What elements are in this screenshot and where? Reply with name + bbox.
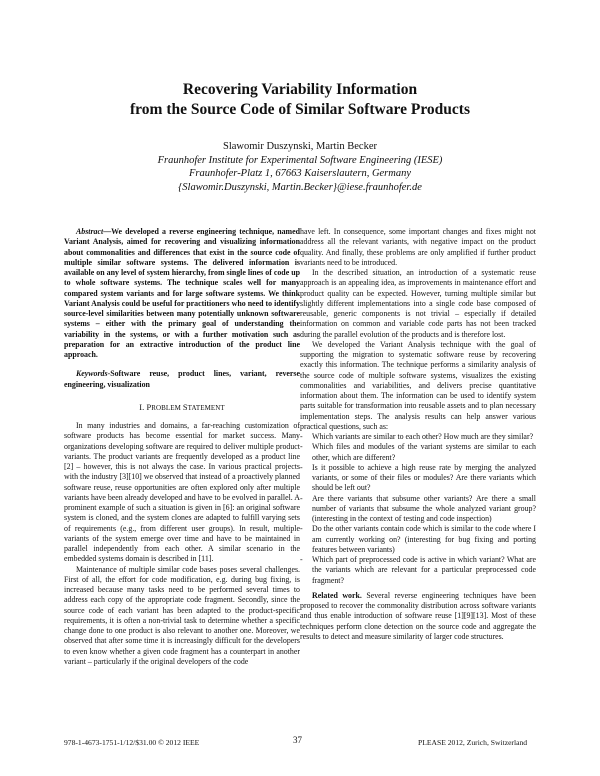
author-block — [0, 140, 600, 194]
list-item: - Which files and modules of the variant systems are similar to each other, which are different? — [300, 442, 536, 462]
abstract-label: Abstract — [76, 227, 104, 236]
title-line-2: from the Source Code of Similar Software Products — [130, 101, 470, 118]
paragraph-challenges: Maintenance of multiple similar code bases poses several challenges. First of all, the effort for code modification, e.g. during bug fixing, is increased because many tasks need to be performed several times to address each copy of the appropriate code fragment. Secondly, since the source code of each variant has been adapted to the product-specific requirements, it is often a non-trivial task to determine whether a specific change done to one product is also relevant to another one. Moreover, we observed that after some time it is increasingly difficult for the developers to even know whether a given code fragment has a counterpart in another variant – particularly if the original developers of the code — [64, 564, 300, 666]
list-item: - Is it possible to achieve a high reuse rate by merging the analyzed variants, or some of their files or modules? Are there variants which should be left out? — [300, 462, 536, 493]
paragraph-reuse: In the described situation, an introduction of a systematic reuse approach is an appealing idea, as improvements in maintenance effort and product quality can be expected. However, turning multiple similar but slightly different implementations into a single code base composed of reusable, generic components is not trivial – especially if detailed information on common and variable code parts has not been tracked during the parallel evolution of the products and is therefore lost. — [300, 268, 536, 339]
author-names: Slawomir Duszynski, Martin Becker — [223, 141, 377, 152]
footer-isbn: 978-1-4673-1751-1/12/$31.00 © 2012 IEEE — [64, 738, 200, 747]
keywords-text: Software reuse, product lines, variant, reverse engineering, visualization — [64, 369, 300, 389]
paragraph-related-work — [300, 591, 536, 642]
section-heading: I. PROBLEM STATEMENT — [139, 402, 225, 412]
title-line-1: Recovering Variability Information — [182, 81, 418, 98]
related-work-label: Related work. — [312, 590, 362, 600]
abstract — [64, 227, 300, 360]
keywords — [64, 369, 300, 390]
right-column — [300, 227, 536, 642]
list-item: - Are there variants that subsume other variants? Are there a small number of variants that subsume the whole analyzed variant group? (interesting in the context of testing and code inspection) — [300, 493, 536, 523]
related-work-text: Several reverse engineering techniques have been proposed to recover the commonality distribution across software variants and thus enable introduction of software reuse [1][9][13]. Most of these techniques perform clone detection on the source code and aggregate the results to detect and measure similarity of larger code structures. — [300, 590, 536, 641]
paragraph-continuation: have left. In consequence, some important changes and fixes might not address all the relevant variants, with negative impact on the product quality. And finally, these problems are only amplified if further product variants need to be introduced. — [300, 227, 536, 267]
list-item: - Do the other variants contain code which is similar to the code where I am currently working on? (interesting for bug fixing and porting features between variants) — [300, 524, 536, 554]
keywords-label: Keywords- — [76, 369, 111, 379]
paragraph-intro: In many industries and domains, a far-reaching customization of software products has become essential for market success. Many organizations developing software are required to deliver multiple product variants. The product variants are frequently developed as a product line [2] – however, this is not always the case. In various practical projects with the industry [3][10] we observed that instead of a proactively planned software reuse, reuse opportunities are often explored only after multiple variants have been already developed and have to be evolved in parallel. A prominent example of such a situation is given in [6]: an original software system is cloned, and the system clones are adapted to fulfill varying sets of requirements (e.g., from different user groups). In result, multiple variants of the system emerge over time and have to be maintained in parallel independently from each other. A similar scenario in the embedded systems domain is described in [11]. — [64, 421, 300, 564]
affiliation-email: {Slawomir.Duszynski, Martin.Becker}@iese.fraunhofer.de — [178, 181, 422, 193]
list-item: - Which variants are similar to each other? How much are they similar? — [300, 432, 534, 441]
paper-title — [0, 80, 600, 120]
page-number: 37 — [293, 735, 302, 745]
paragraph-variant-analysis: We developed the Variant Analysis technique with the goal of supporting the migration to systematic software reuse by recovering exactly this information. The technique performs a similarity analysis of the source code of multiple software systems, visualizes the existing commonalities and variabilities, and delivers precise quantitative information about them. The information can be used to identify system parts suitable for transformation into reusable assets and to plan necessary implementation steps. The analysis results can help answer various practical questions, such as: — [300, 339, 536, 431]
abstract-text: —We developed a reverse engineering technique, named Variant Analysis, aimed for recovering and visualizing information about commonalities and differences that exist in the source code of multiple similar software systems. The delivered information is available on any level of system hierarchy, from single lines of code up to whole software systems. The technique scales well for many compared system variants and for large software systems. We think Variant Analysis could be useful for practitioners who need to identify source-level similarities between many potentially unknown software systems – either with the primary goal of understanding the variability in the systems, or with a further motivation such as preparation for an extractive introduction of the product line approach. — [64, 227, 300, 359]
footer-conference: PLEASE 2012, Zurich, Switzerland — [418, 738, 528, 747]
question-list — [300, 432, 536, 586]
affiliation-address: Fraunhofer-Platz 1, 67663 Kaiserslautern, Germany — [188, 168, 412, 179]
affiliation-institute: Fraunhofer Institute for Experimental Software Engineering (IESE) — [157, 154, 443, 166]
left-column — [64, 227, 300, 667]
list-item: - Which part of preprocessed code is active in which variant? What are the variants which are relevant for a particular preprocessed code fragment? — [300, 555, 536, 585]
